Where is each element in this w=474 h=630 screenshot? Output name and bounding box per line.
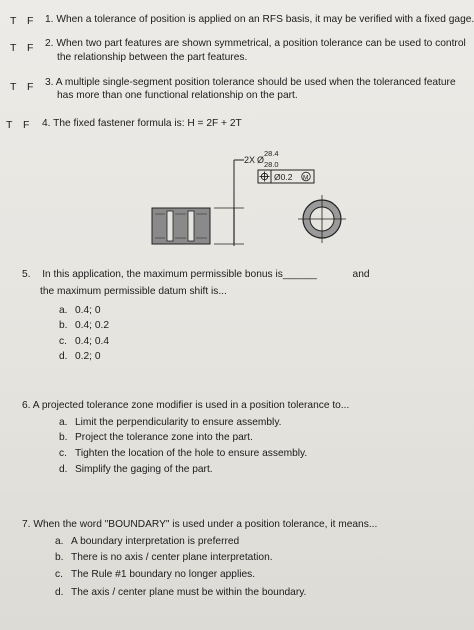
question-text: In this application, the maximum permissible bonus is — [42, 269, 283, 280]
question-number: 5. — [22, 269, 31, 280]
question-text: When two part features are shown symmetrical, a position tolerance can be used to control — [56, 38, 466, 49]
gdt-drawing — [140, 136, 380, 248]
question-number: 3. — [45, 77, 54, 88]
option-7d[interactable]: d. The axis / center plane must be within the boundary. — [55, 587, 307, 598]
upper-limit: 28.4 — [264, 149, 279, 158]
lower-limit: 28.0 — [264, 160, 279, 169]
question-3 — [45, 76, 456, 89]
question-1 — [45, 13, 474, 26]
count-label: 2X — [244, 155, 256, 165]
part-side-view — [152, 208, 210, 244]
option-6c[interactable]: c. Tighten the location of the hole to ensure assembly. — [59, 448, 308, 459]
true-option-q1[interactable]: T — [10, 15, 17, 27]
false-option-q4[interactable]: F — [23, 119, 30, 131]
option-7b[interactable]: b. There is no axis / center plane interpretation. — [55, 552, 273, 563]
true-option-q4[interactable]: T — [6, 119, 13, 131]
option-5d[interactable]: d. 0.2; 0 — [59, 351, 101, 362]
question-number: 7. — [22, 519, 31, 530]
question-3-continued: has more than one functional relationship on the part. — [57, 90, 298, 101]
false-option-q2[interactable]: F — [27, 42, 34, 54]
mmc-modifier-icon — [302, 172, 311, 181]
question-6 — [22, 399, 349, 412]
question-text: A multiple single-segment position tolerance should be used when the toleranced feature — [55, 77, 456, 88]
question-number: 4. — [42, 118, 51, 129]
question-text: When the word "BOUNDARY" is used under a position tolerance, it means... — [33, 519, 378, 530]
question-text: When a tolerance of position is applied on an RFS basis, it may be verified with a fixed gage. — [56, 14, 474, 25]
option-7a[interactable]: a. A boundary interpretation is preferred — [55, 536, 240, 547]
option-6a[interactable]: a. Limit the perpendicularity to ensure assembly. — [59, 417, 282, 428]
question-text-end: and — [352, 269, 370, 280]
question-text: A projected tolerance zone modifier is used in a position tolerance to... — [32, 400, 350, 411]
question-2 — [45, 37, 466, 50]
question-number: 1. — [45, 14, 54, 25]
question-4 — [42, 117, 242, 130]
option-6b[interactable]: b. Project the tolerance zone into the part. — [59, 432, 253, 443]
option-5c[interactable]: c. 0.4; 0.4 — [59, 336, 109, 347]
option-5b[interactable]: b. 0.4; 0.2 — [59, 320, 109, 331]
true-option-q2[interactable]: T — [10, 42, 17, 54]
true-option-q3[interactable]: T — [10, 81, 17, 93]
hole-top-view — [298, 195, 346, 243]
question-5 — [22, 268, 370, 281]
position-symbol-icon — [260, 172, 270, 182]
question-2-continued: the relationship between the part features. — [57, 52, 248, 63]
option-6d[interactable]: d. Simplify the gaging of the part. — [59, 464, 213, 475]
false-option-q1[interactable]: F — [27, 15, 34, 27]
svg-text:M: M — [303, 174, 309, 182]
false-option-q3[interactable]: F — [27, 81, 34, 93]
question-number: 2. — [45, 38, 54, 49]
option-7c[interactable]: c. The Rule #1 boundary no longer applies. — [55, 569, 256, 580]
question-number: 6. — [22, 400, 31, 411]
question-text: The fixed fastener formula is: H = 2F + 2T — [53, 118, 242, 129]
question-7 — [22, 518, 377, 531]
fcf-tolerance: Ø0.2 — [274, 172, 293, 182]
question-5-continued: the maximum permissible datum shift is... — [40, 286, 227, 297]
option-5a[interactable]: a. 0.4; 0 — [59, 305, 101, 316]
answer-blank[interactable]: ______ — [282, 269, 317, 280]
diameter-symbol: Ø — [257, 155, 265, 165]
